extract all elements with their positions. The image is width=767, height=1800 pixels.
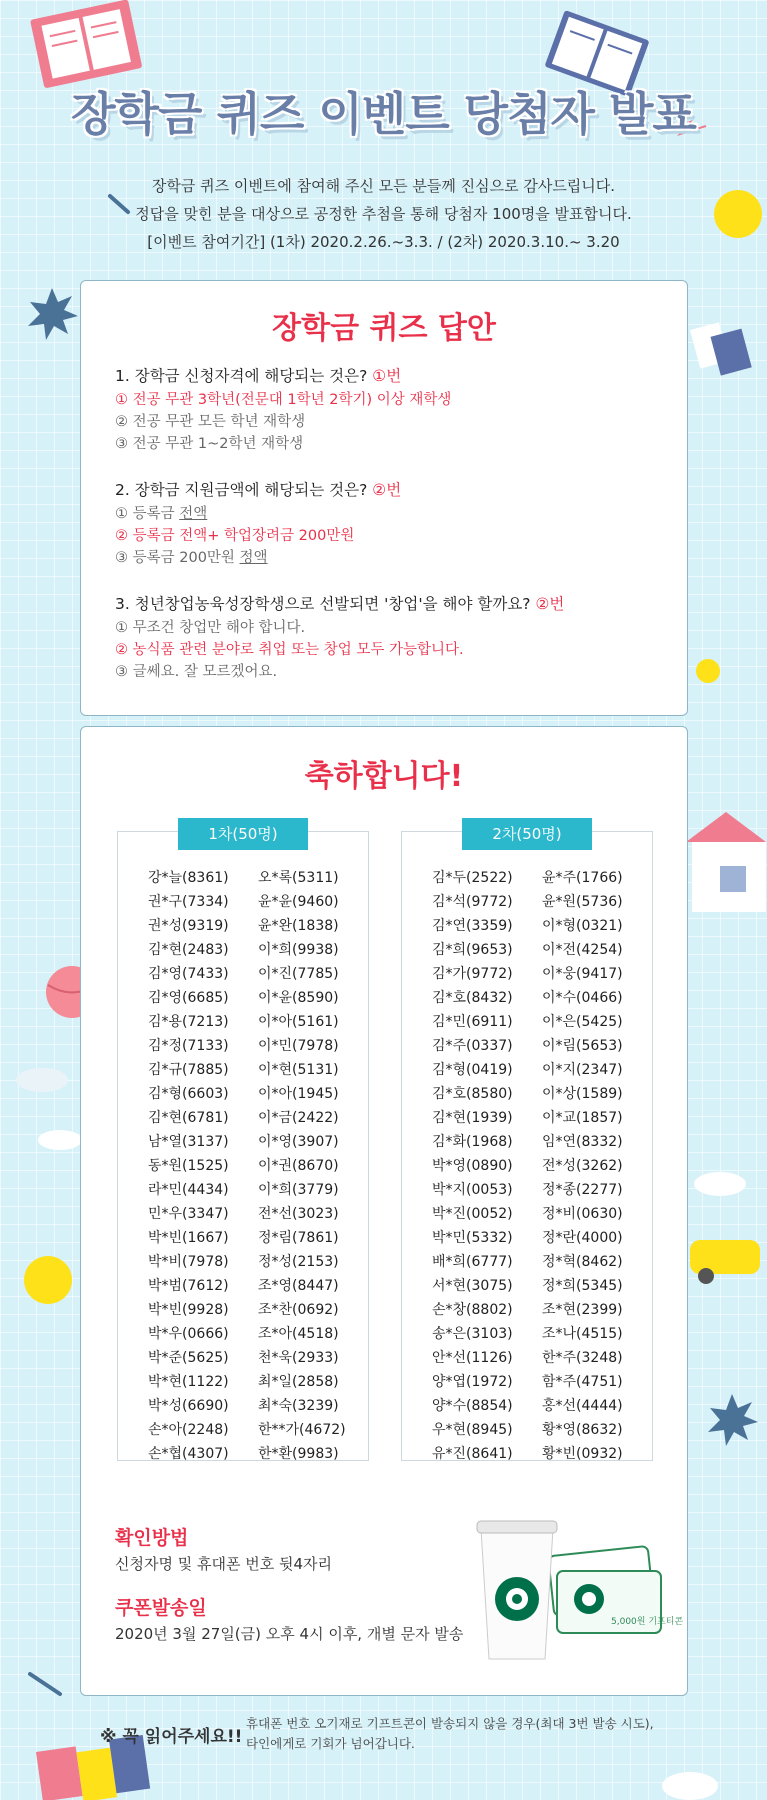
winner-entry: 라*민(4434) xyxy=(148,1182,229,1198)
winner-entry: 최*숙(3239) xyxy=(258,1398,339,1414)
winner-entry: 정*희(5345) xyxy=(542,1278,623,1294)
answer-label: ①번 xyxy=(372,367,402,385)
winner-entry: 윤*윤(9460) xyxy=(258,894,339,910)
winner-entry: 한*주(3248) xyxy=(542,1350,623,1366)
winner-entry: 권*성(9319) xyxy=(148,918,229,934)
option-text: ③ 등록금 200만원 xyxy=(115,550,240,566)
notice-line: 타인에게로 기회가 넘어갑니다. xyxy=(246,1736,415,1751)
winner-entry: 이*은(5425) xyxy=(542,1014,623,1030)
winner-entry: 김*형(0419) xyxy=(432,1062,513,1078)
intro-text xyxy=(0,172,767,256)
winner-entry: 정*성(2153) xyxy=(258,1254,339,1270)
winner-entry: 이*웅(9417) xyxy=(542,966,623,982)
winner-entry: 김*현(2483) xyxy=(148,942,229,958)
winner-entry: 김*석(9772) xyxy=(432,894,513,910)
option: ① 전공 무관 3학년(전문대 1학년 2학기) 이상 재학생 xyxy=(115,392,452,408)
round1-badge: 1차(50명) xyxy=(178,818,308,850)
winner-entry: 김*정(7133) xyxy=(148,1038,229,1054)
winner-entry: 양*엽(1972) xyxy=(432,1374,513,1390)
winner-entry: 조*현(2399) xyxy=(542,1302,623,1318)
winner-entry: 이*진(7785) xyxy=(258,966,339,982)
winner-entry: 오*록(5311) xyxy=(258,870,339,886)
winner-entry: 손*아(2248) xyxy=(148,1422,229,1438)
notice-title: ※ 꼭 읽어주세요!! xyxy=(100,1727,243,1747)
winner-entry: 양*수(8854) xyxy=(432,1398,513,1414)
winner-entry: 박*지(0053) xyxy=(432,1182,513,1198)
yellow-dot xyxy=(696,659,720,683)
round2-right-list xyxy=(542,866,623,1466)
winner-entry: 김*민(6911) xyxy=(432,1014,513,1030)
winner-entry: 김*현(6781) xyxy=(148,1110,229,1126)
winner-entry: 정*비(0630) xyxy=(542,1206,623,1222)
winner-entry: 강*늘(8361) xyxy=(148,870,229,886)
winner-entry: 김*형(6603) xyxy=(148,1086,229,1102)
gift-card-label: 5,000원 기프티콘 xyxy=(611,1617,684,1627)
winner-entry: 김*두(2522) xyxy=(432,870,513,886)
winner-entry: 박*성(6690) xyxy=(148,1398,229,1414)
winner-entry: 이*현(5131) xyxy=(258,1062,339,1078)
house-icon xyxy=(686,812,766,912)
winner-entry: 이*형(0321) xyxy=(542,918,623,934)
winner-entry: 이*아(5161) xyxy=(258,1014,339,1030)
coffee-gift-illustration xyxy=(471,1509,671,1679)
confirm-title: 확인방법 xyxy=(115,1527,189,1549)
coupon-text: 2020년 3월 27일(금) 오후 4시 이후, 개별 문자 발송 xyxy=(115,1625,464,1643)
book-icon xyxy=(30,0,142,88)
winner-entry: 최*일(2858) xyxy=(258,1374,339,1390)
winner-entry: 박*준(5625) xyxy=(148,1350,229,1366)
winner-entry: 전*성(3262) xyxy=(542,1158,623,1174)
yellow-dot xyxy=(24,1256,72,1304)
winner-entry: 김*연(3359) xyxy=(432,918,513,934)
winner-entry: 이*전(4254) xyxy=(542,942,623,958)
winner-entry: 조*영(8447) xyxy=(258,1278,339,1294)
winner-entry: 김*영(6685) xyxy=(148,990,229,1006)
winner-entry: 김*규(7885) xyxy=(148,1062,229,1078)
winner-entry: 조*나(4515) xyxy=(542,1326,623,1342)
winner-entry: 임*연(8332) xyxy=(542,1134,623,1150)
confirm-text: 신청자명 및 휴대폰 번호 뒷4자리 xyxy=(115,1555,332,1573)
winner-entry: 박*우(0666) xyxy=(148,1326,229,1342)
winner-entry: 이*수(0466) xyxy=(542,990,623,1006)
page-title: 장학금 퀴즈 이벤트 당첨자 발표 xyxy=(71,87,696,141)
round1-box xyxy=(117,825,369,1462)
star-icon xyxy=(28,288,78,340)
winner-entry: 정*혁(8462) xyxy=(542,1254,623,1270)
winners-title: 축하합니다! xyxy=(304,759,464,794)
winner-entry: 배*희(6777) xyxy=(432,1254,513,1270)
winner-entry: 권*구(7334) xyxy=(148,894,229,910)
cloud-icon xyxy=(694,1172,746,1196)
winner-entry: 김*화(1968) xyxy=(432,1134,513,1150)
winner-entry: 우*현(8945) xyxy=(432,1422,513,1438)
cloud-icon xyxy=(38,1130,82,1150)
intro-line: 정답을 맞힌 분을 대상으로 공정한 추첨을 통해 당첨자 100명을 발표합니다. xyxy=(135,205,632,223)
winner-entry: 박*범(7612) xyxy=(148,1278,229,1294)
round2-left-list xyxy=(432,866,513,1466)
option: ② 농식품 관련 분야로 취업 또는 창업 모두 가능합니다. xyxy=(115,642,464,658)
answer-label: ②번 xyxy=(372,481,402,499)
winner-entry: 손*협(4307) xyxy=(148,1446,229,1462)
winner-entry: 유*진(8641) xyxy=(432,1446,513,1462)
winner-entry: 박*민(5332) xyxy=(432,1230,513,1246)
winner-entry: 이*영(3907) xyxy=(258,1134,339,1150)
winner-entry: 민*우(3347) xyxy=(148,1206,229,1222)
round2-badge: 2차(50명) xyxy=(462,818,592,850)
winner-entry: 홍*선(4444) xyxy=(542,1398,623,1414)
option: ② 전공 무관 모든 학년 재학생 xyxy=(115,414,306,430)
winner-entry: 윤*주(1766) xyxy=(542,870,623,886)
winner-entry: 이*지(2347) xyxy=(542,1062,623,1078)
cloud-icon xyxy=(662,1772,718,1800)
winner-entry: 황*영(8632) xyxy=(542,1422,623,1438)
winner-entry: 이*교(1857) xyxy=(542,1110,623,1126)
option xyxy=(115,547,401,569)
winner-entry: 이*상(1589) xyxy=(542,1086,623,1102)
winner-entry: 김*용(7213) xyxy=(148,1014,229,1030)
answers-card xyxy=(80,280,688,716)
option-underlined: 전액 xyxy=(179,506,208,522)
winner-entry: 안*선(1126) xyxy=(432,1350,513,1366)
winner-entry: 이*권(8670) xyxy=(258,1158,339,1174)
option-underlined: 정액 xyxy=(239,550,268,566)
winner-entry: 이*윤(8590) xyxy=(258,990,339,1006)
winner-entry: 조*아(4518) xyxy=(258,1326,339,1342)
winner-entry: 박*빈(9928) xyxy=(148,1302,229,1318)
question-text: 1. 장학금 신청자격에 해당되는 것은? xyxy=(115,367,368,385)
option: ① 무조건 창업만 해야 합니다. xyxy=(115,620,306,636)
winner-entry: 동*원(1525) xyxy=(148,1158,229,1174)
winner-entry: 이*금(2422) xyxy=(258,1110,339,1126)
winner-entry: 박*비(7978) xyxy=(148,1254,229,1270)
winner-entry: 남*열(3137) xyxy=(148,1134,229,1150)
option xyxy=(115,503,401,525)
books-icon xyxy=(690,317,752,380)
round1-right-list xyxy=(258,866,346,1466)
car-icon xyxy=(690,1240,760,1284)
winner-entry: 함*주(4751) xyxy=(542,1374,623,1390)
winner-entry: 이*희(3779) xyxy=(258,1182,339,1198)
winner-entry: 정*종(2277) xyxy=(542,1182,623,1198)
winner-entry: 김*호(8580) xyxy=(432,1086,513,1102)
answer-label: ②번 xyxy=(535,595,565,613)
coffee-cup-icon xyxy=(477,1521,557,1659)
option: ② 등록금 전액+ 학업장려금 200만원 xyxy=(115,528,355,544)
answers-title: 장학금 퀴즈 답안 xyxy=(272,311,496,346)
round2-box xyxy=(401,825,653,1462)
option-text: ① 등록금 xyxy=(115,506,180,522)
winner-entry: 이*림(5653) xyxy=(542,1038,623,1054)
winner-entry: 김*주(0337) xyxy=(432,1038,513,1054)
winner-entry: 박*빈(1667) xyxy=(148,1230,229,1246)
winners-card xyxy=(80,726,688,1696)
option: ③ 전공 무관 1~2학년 재학생 xyxy=(115,436,304,452)
winner-entry: 한**가(4672) xyxy=(258,1422,346,1438)
question-text: 3. 청년창업농육성장학생으로 선발되면 '창업'을 해야 할까요? xyxy=(115,595,531,613)
winner-entry: 송*은(3103) xyxy=(432,1326,513,1342)
winner-entry: 김*현(1939) xyxy=(432,1110,513,1126)
winner-entry: 이*아(1945) xyxy=(258,1086,339,1102)
cloud-icon xyxy=(16,1068,68,1092)
winner-entry: 서*현(3075) xyxy=(432,1278,513,1294)
question-2 xyxy=(115,479,401,569)
notice-line: 휴대폰 번호 오기재로 기프트콘이 발송되지 않을 경우(최대 3번 발송 시도), xyxy=(246,1716,654,1731)
notice-text xyxy=(246,1714,654,1754)
intro-line: [이벤트 참여기간] (1차) 2020.2.26.~3.3. / (2차) 2020.3.10.~ 3.20 xyxy=(147,233,620,251)
question-3 xyxy=(115,593,564,683)
winner-entry: 윤*원(5736) xyxy=(542,894,623,910)
coupon-title: 쿠폰발송일 xyxy=(115,1597,207,1619)
winner-entry: 박*진(0052) xyxy=(432,1206,513,1222)
question-text: 2. 장학금 지원금액에 해당되는 것은? xyxy=(115,481,368,499)
winner-entry: 박*영(0890) xyxy=(432,1158,513,1174)
winner-entry: 김*가(9772) xyxy=(432,966,513,982)
option: ③ 글쎄요. 잘 모르겠어요. xyxy=(115,664,278,680)
round1-left-list xyxy=(148,866,229,1466)
question-1 xyxy=(115,365,451,455)
winner-entry: 김*영(7433) xyxy=(148,966,229,982)
winner-entry: 윤*완(1838) xyxy=(258,918,339,934)
winner-entry: 황*빈(0932) xyxy=(542,1446,623,1462)
winner-entry: 전*선(3023) xyxy=(258,1206,339,1222)
winner-entry: 한*환(9983) xyxy=(258,1446,339,1462)
winner-entry: 정*림(7861) xyxy=(258,1230,339,1246)
winner-entry: 이*민(7978) xyxy=(258,1038,339,1054)
winner-entry: 조*찬(0692) xyxy=(258,1302,339,1318)
winner-entry: 천*욱(2933) xyxy=(258,1350,339,1366)
winner-entry: 손*창(8802) xyxy=(432,1302,513,1318)
winner-entry: 이*희(9938) xyxy=(258,942,339,958)
intro-line: 장학금 퀴즈 이벤트에 참여해 주신 모든 분들께 진심으로 감사드립니다. xyxy=(151,177,616,195)
winner-entry: 김*희(9653) xyxy=(432,942,513,958)
winner-entry: 박*현(1122) xyxy=(148,1374,229,1390)
winner-entry: 김*호(8432) xyxy=(432,990,513,1006)
star-icon xyxy=(708,1394,758,1446)
winner-entry: 정*란(4000) xyxy=(542,1230,623,1246)
